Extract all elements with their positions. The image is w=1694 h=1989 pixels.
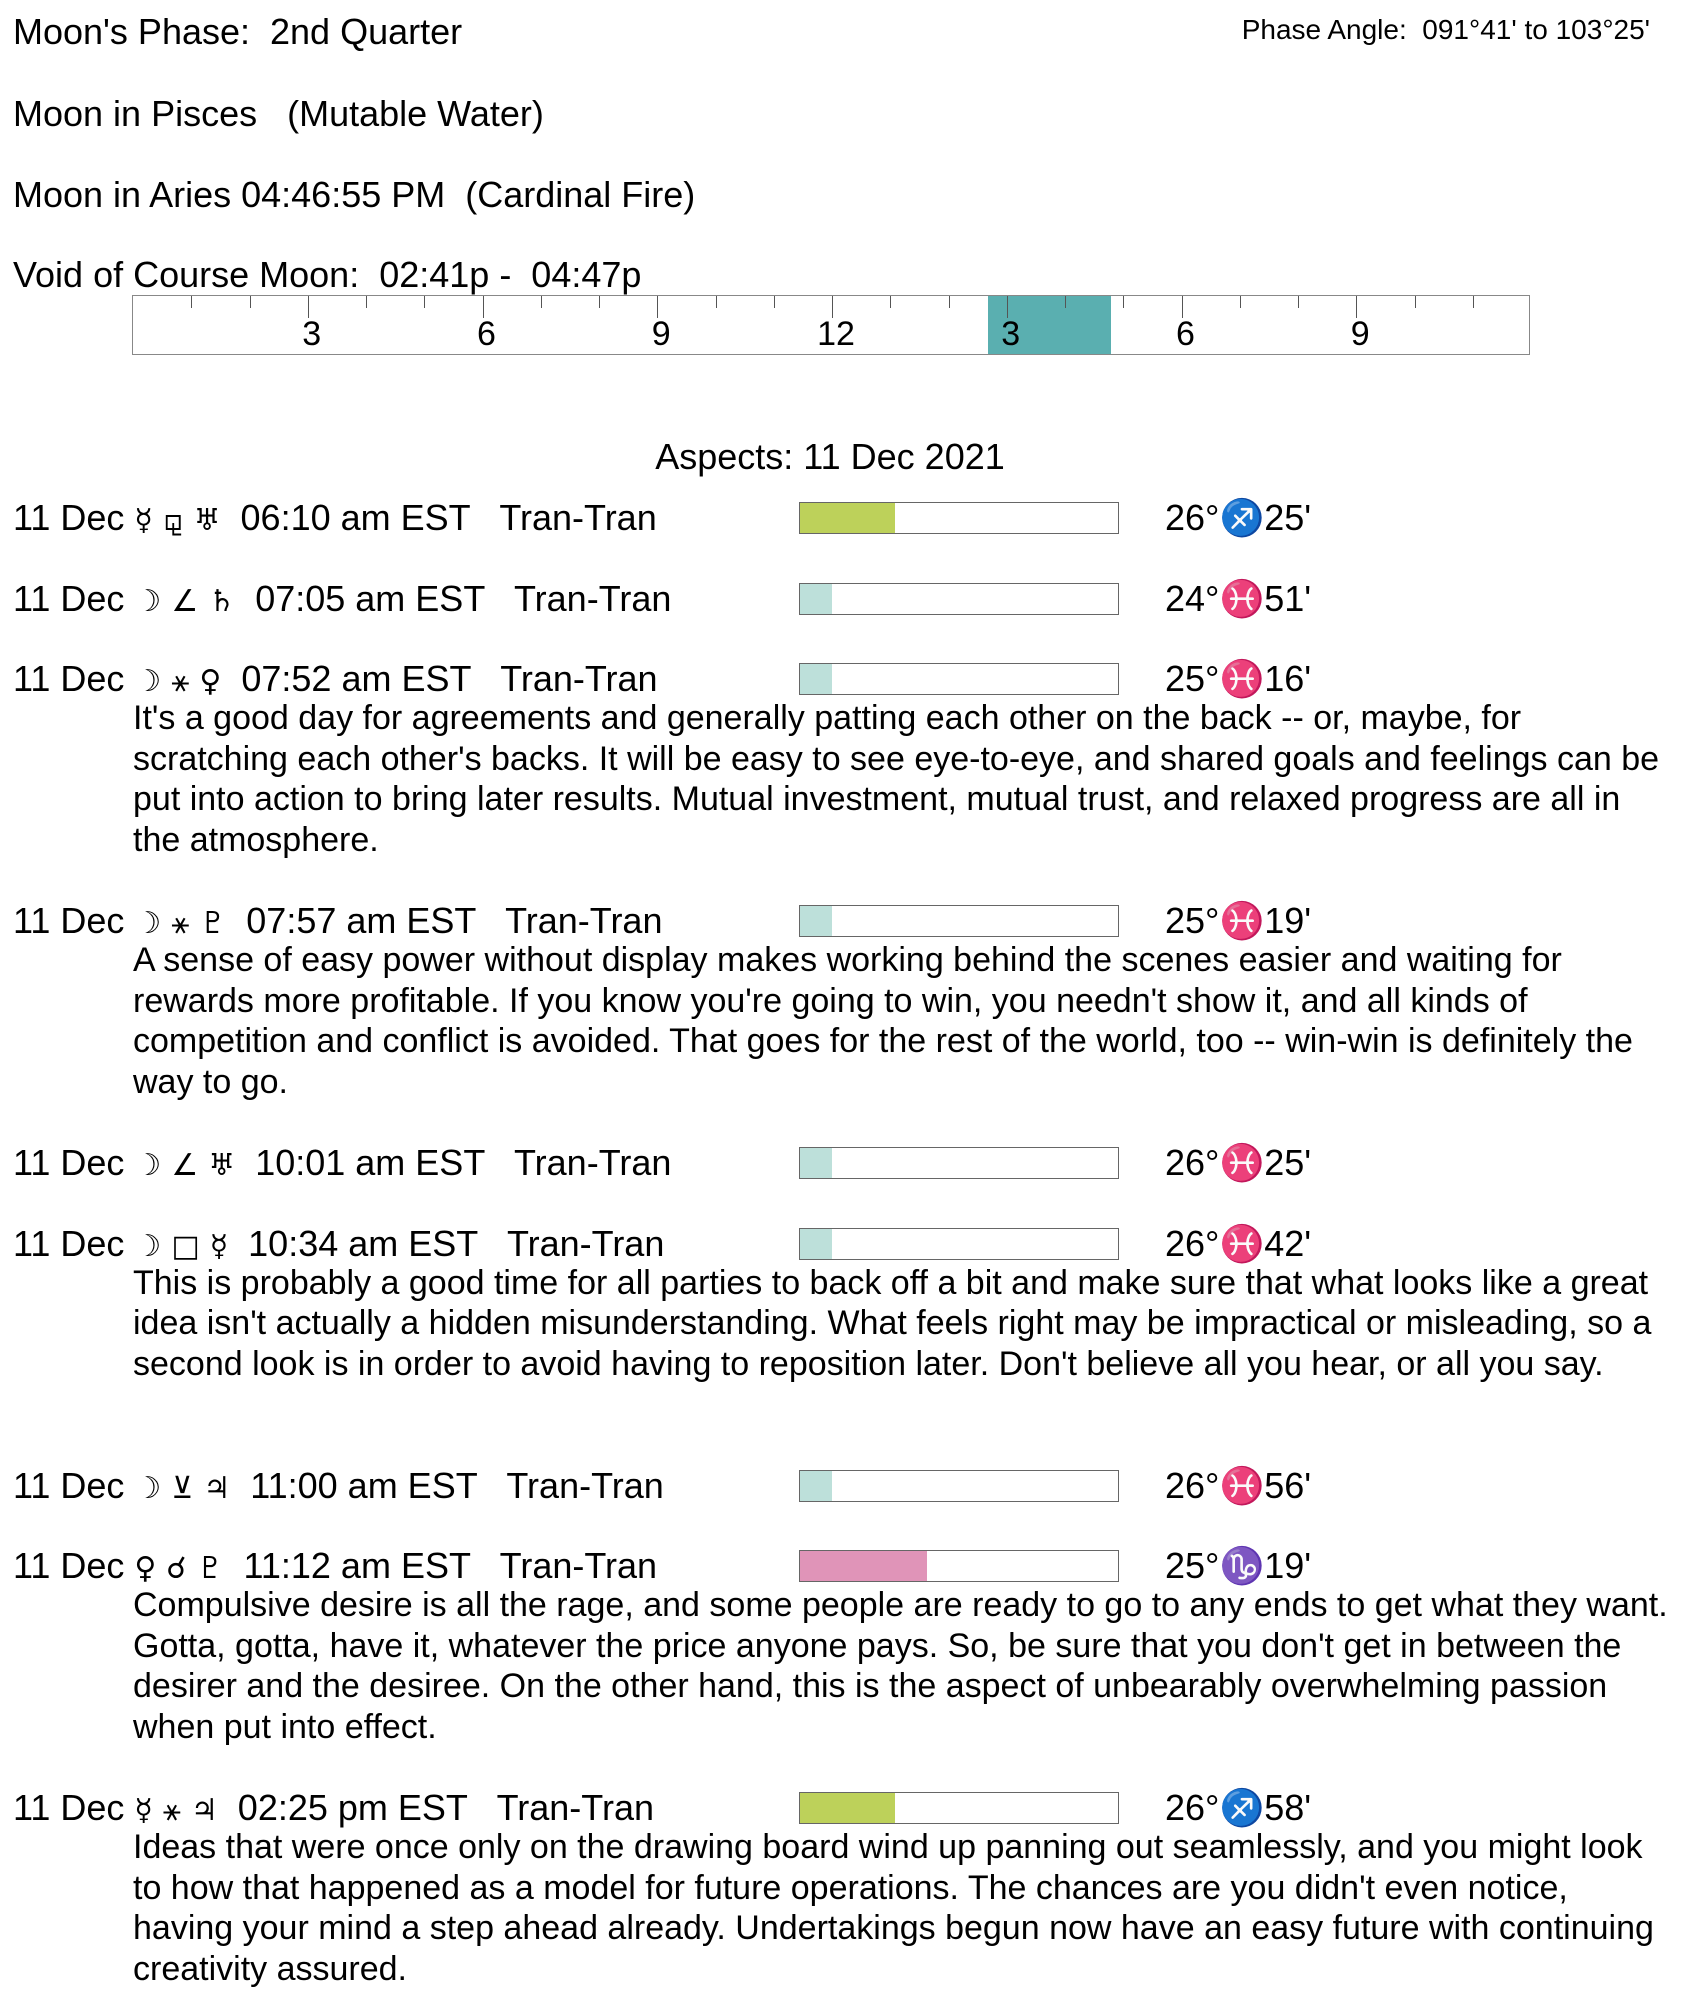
aspect-summary — [13, 901, 662, 944]
aspect-date: 11 Dec — [13, 1222, 125, 1264]
aspect-description: A sense of easy power without display makes working behind the scenes easier and waiting for rewards more profitable. If you know you're going to win, you needn't show it, and all kinds of competition and conflict is avoided. That goes for the rest of the world, too -- win-win is definitely the way to go. — [133, 941, 1633, 1101]
aspect-strength-bar — [799, 502, 1119, 534]
aspect-date: 11 Dec — [13, 1545, 125, 1586]
timeline-tick — [1415, 296, 1416, 308]
timeline-tick — [949, 296, 950, 308]
aspect-position: 24°♓51' — [1165, 577, 1312, 619]
void-of-course: Void of Course Moon: 02:41p - 04:47p — [13, 254, 642, 295]
aspect-date: 11 Dec — [13, 1464, 125, 1506]
aspect-row — [0, 659, 1694, 699]
aspect-time: 07:52 am EST — [241, 658, 471, 699]
aspect-position: 26°♓42' — [1165, 1222, 1312, 1264]
aspect-date: 11 Dec — [13, 497, 125, 538]
aspect-position: 26°♐58' — [1165, 1787, 1312, 1828]
aspect-strength-fill — [800, 664, 832, 694]
timeline-tick — [774, 296, 775, 308]
timeline-hour-label: 6 — [477, 315, 496, 353]
aspect-icon: ∠ — [171, 583, 199, 619]
void-of-course-timeline — [132, 295, 1530, 355]
aspect-summary — [13, 498, 657, 541]
planet2-icon: ♅ — [193, 503, 221, 538]
moon-ingress: Moon in Aries 04:46:55 PM (Cardinal Fire) — [13, 174, 696, 215]
aspect-description: Compulsive desire is all the rage, and some people are ready to go to any ends to get what they want. Gotta, gotta, have it, whatever the price anyone pays. So, be sure that you don't get in between the desirer and the desiree. On the other hand, this is the aspect of unbearably overwhelming passion when put into effect. — [133, 1586, 1668, 1746]
aspect-time: 11:00 am EST — [250, 1464, 478, 1506]
timeline-tick — [366, 296, 367, 308]
moon-sign: Moon in Pisces (Mutable Water) — [13, 93, 544, 134]
timeline-tick — [1065, 296, 1066, 308]
aspect-position: 25°♓16' — [1165, 658, 1312, 699]
planet1-icon: ☿ — [134, 1793, 153, 1828]
timeline-hour-label: 9 — [651, 315, 671, 353]
aspect-strength-fill — [800, 1229, 832, 1259]
aspect-position: 25°♑19' — [1165, 1545, 1312, 1586]
aspect-type: Tran-Tran — [496, 1787, 654, 1828]
aspect-strength-bar — [799, 663, 1119, 695]
planet2-icon: ♇ — [199, 906, 227, 941]
aspect-time: 10:01 am EST — [255, 1142, 485, 1183]
aspect-row — [0, 1466, 1694, 1506]
aspect-icon: ☌ — [166, 1551, 187, 1586]
aspect-strength-bar — [799, 1792, 1119, 1824]
aspect-summary — [13, 579, 671, 622]
timeline-tick — [541, 296, 542, 308]
aspect-time: 10:34 am EST — [248, 1222, 478, 1264]
planet1-icon: ☽ — [134, 1148, 162, 1183]
planet2-icon: ♃ — [203, 1470, 231, 1506]
aspect-strength-bar — [799, 905, 1119, 937]
aspect-summary — [13, 1546, 657, 1589]
aspect-icon: ∠ — [171, 1148, 199, 1183]
aspect-date: 11 Dec — [13, 1787, 125, 1828]
timeline-tick — [599, 296, 600, 308]
planet1-icon: ☽ — [134, 906, 162, 941]
aspect-type: Tran-Tran — [506, 1222, 665, 1264]
aspect-row — [0, 498, 1694, 538]
timeline-tick — [1298, 296, 1299, 308]
aspect-strength-bar — [799, 583, 1119, 615]
aspect-summary — [13, 659, 658, 702]
aspect-strength-bar — [799, 1228, 1119, 1260]
aspect-row — [0, 1546, 1694, 1586]
aspect-strength-bar — [799, 1147, 1119, 1179]
planet2-icon: ♃ — [190, 1793, 218, 1828]
timeline-tick — [890, 296, 891, 308]
planet1-icon: ☽ — [134, 1470, 162, 1506]
aspect-summary — [13, 1224, 664, 1267]
aspect-strength-fill — [800, 503, 895, 533]
aspect-position: 26°♐25' — [1165, 497, 1312, 538]
aspect-strength-fill — [800, 584, 832, 614]
aspect-row — [0, 1143, 1694, 1183]
aspect-icon: ⚹ — [162, 1793, 181, 1828]
aspect-description: This is probably a good time for all parties to back off a bit and make sure that what looks like a great idea isn't actually a hidden misunderstanding. What feels right may be impractical or misleading, so a second look is in order to avoid having to reposition later. Don't believe all you hear, or all you say. — [133, 1263, 1652, 1383]
aspect-summary — [13, 1143, 671, 1186]
aspect-position: 26°♓25' — [1165, 1142, 1312, 1183]
aspect-icon: ⚼ — [162, 503, 184, 538]
phase-angle: Phase Angle: 091°41' to 103°25' — [1241, 14, 1650, 45]
aspect-icon: □ — [171, 1228, 200, 1264]
aspect-time: 02:25 pm EST — [237, 1787, 468, 1828]
aspect-strength-bar — [799, 1550, 1119, 1582]
aspect-strength-bar — [799, 1470, 1119, 1502]
timeline-tick — [250, 296, 251, 308]
planet1-icon: ☽ — [134, 664, 162, 699]
aspect-strength-fill — [800, 1471, 832, 1501]
aspect-icon: ⚹ — [171, 664, 190, 699]
aspect-type: Tran-Tran — [505, 900, 663, 941]
timeline-hour-label: 3 — [302, 315, 322, 353]
aspect-icon: ⊻ — [171, 1470, 194, 1506]
aspect-type: Tran-Tran — [506, 1464, 664, 1506]
timeline-tick — [191, 296, 192, 308]
timeline-tick — [716, 296, 717, 308]
aspect-type: Tran-Tran — [514, 577, 672, 619]
aspect-row — [0, 579, 1694, 619]
planet1-icon: ☿ — [134, 503, 153, 538]
aspect-strength-fill — [800, 1551, 927, 1581]
planet1-icon: ☽ — [134, 1228, 162, 1264]
aspect-type: Tran-Tran — [514, 1142, 672, 1183]
planet1-icon: ☽ — [134, 583, 162, 619]
planet2-icon: ♄ — [208, 583, 236, 619]
aspect-type: Tran-Tran — [499, 1545, 658, 1586]
aspect-type: Tran-Tran — [500, 658, 658, 699]
planet2-icon: ☿ — [209, 1228, 229, 1264]
aspect-description: It's a good day for agreements and generally patting each other on the back -- or, maybe, for scratching each other's backs. It will be easy to see eye-to-eye, and shared goals and feelings can be put into action to bring later results. Mutual investment, mutual trust, and relaxed progress are all in the atmosphere. — [133, 699, 1660, 859]
aspect-row — [0, 1224, 1694, 1264]
aspect-time: 07:05 am EST — [255, 577, 485, 619]
aspect-type: Tran-Tran — [499, 497, 657, 538]
aspect-description: Ideas that were once only on the drawing board wind up panning out seamlessly, and you might look to how that happened as a model for future operations. The chances are you didn't even notice, having your mind a step ahead already. Undertakings begun now have an easy future with continuing creativity assured. — [133, 1828, 1654, 1988]
aspect-summary — [13, 1466, 664, 1509]
timeline-hour-label: 3 — [1001, 315, 1021, 353]
aspect-date: 11 Dec — [13, 900, 125, 941]
timeline-tick — [1473, 296, 1474, 308]
aspect-position: 25°♓19' — [1165, 900, 1312, 941]
timeline-tick — [424, 296, 425, 308]
aspect-date: 11 Dec — [13, 1142, 125, 1183]
aspect-date: 11 Dec — [13, 658, 125, 699]
aspect-strength-fill — [800, 1793, 895, 1823]
aspect-strength-fill — [800, 906, 832, 936]
planet2-icon: ♀ — [199, 664, 222, 699]
aspect-position: 26°♓56' — [1165, 1464, 1312, 1506]
planet2-icon: ♅ — [208, 1148, 236, 1183]
aspect-time: 07:57 am EST — [246, 900, 476, 941]
aspect-time: 11:12 am EST — [243, 1545, 471, 1586]
aspect-summary — [13, 1788, 654, 1831]
timeline-hour-label: 9 — [1350, 315, 1370, 353]
aspect-time: 06:10 am EST — [240, 497, 470, 538]
aspect-strength-fill — [800, 1148, 832, 1178]
timeline-tick — [1123, 296, 1124, 308]
timeline-hour-label: 12 — [817, 315, 855, 353]
planet1-icon: ♀ — [134, 1551, 157, 1586]
moon-phase: Moon's Phase: 2nd Quarter — [13, 11, 463, 52]
aspects-title: Aspects: 11 Dec 2021 — [655, 436, 1005, 477]
planet2-icon: ♇ — [196, 1551, 224, 1586]
aspect-icon: ⚹ — [171, 906, 190, 941]
aspect-row — [0, 901, 1694, 941]
aspect-row — [0, 1788, 1694, 1828]
timeline-hour-label: 6 — [1176, 315, 1195, 353]
timeline-tick — [1240, 296, 1241, 308]
aspect-date: 11 Dec — [13, 577, 125, 619]
